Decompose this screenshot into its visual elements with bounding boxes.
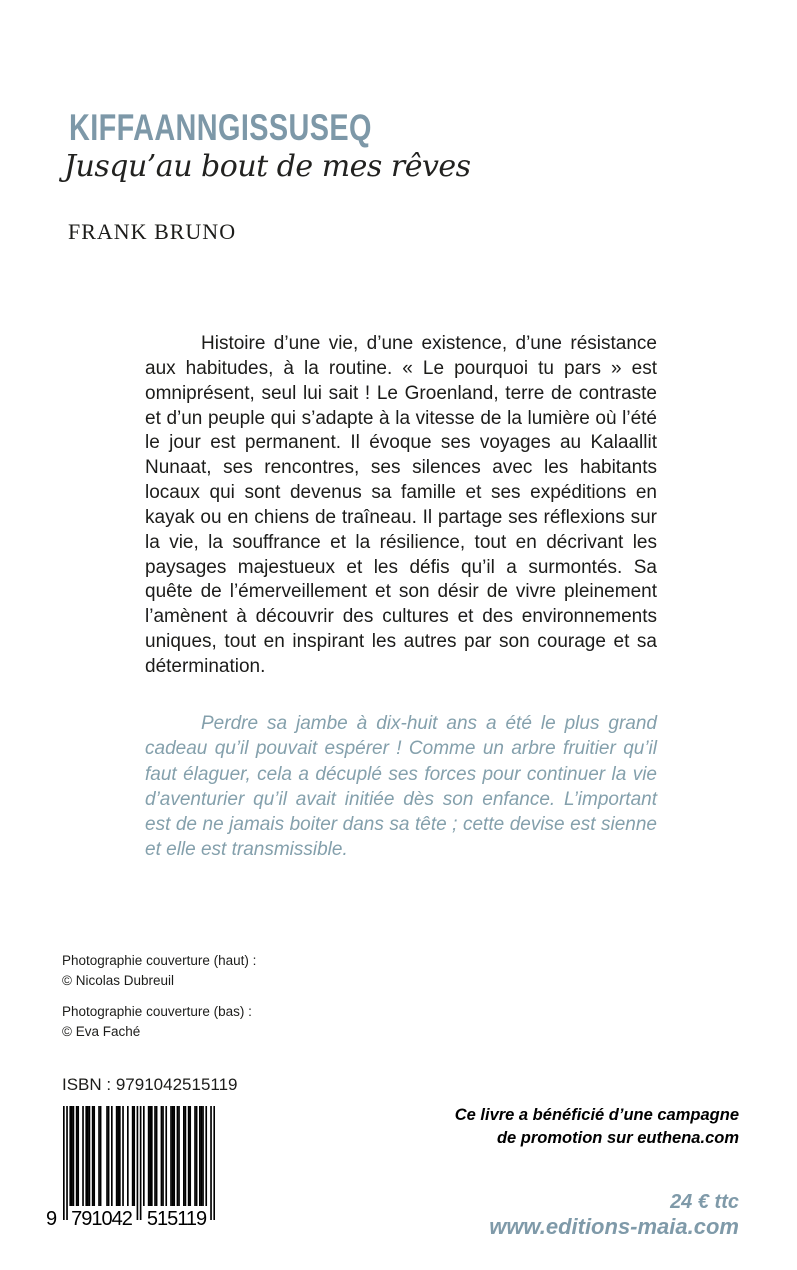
barcode-digits-left: 791042 bbox=[69, 1206, 134, 1232]
publisher-website: www.editions-maia.com bbox=[489, 1214, 739, 1239]
isbn-label: ISBN : 9791042515119 bbox=[62, 1075, 238, 1094]
ean13-barcode bbox=[46, 1106, 215, 1234]
author-name: FRANK BRUNO bbox=[68, 219, 237, 244]
promo-line1: Ce livre a bénéficié d’une campagne bbox=[454, 1106, 739, 1124]
book-subtitle: Jusqu’au bout de mes rêves bbox=[64, 149, 471, 184]
book-title: KIFFAANNGISSUSEQ bbox=[69, 107, 372, 148]
barcode-digits-right: 515119 bbox=[144, 1206, 209, 1232]
promo-note bbox=[455, 1104, 739, 1149]
photo-credit-top bbox=[62, 951, 256, 991]
quote-paragraph: Perdre sa jambe à dix-huit ans a été le plus grand cadeau qu’il pouvait espérer ! Comme un arbre fruitier qu’il faut élaguer, cela a décuplé ses forces pour continuer la vie d’aventurier qu’il avait initiée dès son enfance. L’important est de ne jamais boiter dans sa tête ; cette devise est sienne et elle est transmissible. bbox=[145, 713, 657, 861]
photo-credit-bottom bbox=[62, 1002, 252, 1042]
barcode-digit-lead: 9 bbox=[46, 1208, 57, 1230]
synopsis-paragraph: Histoire d’une vie, d’une existence, d’une résistance aux habitudes, à la routine. « Le pourquoi tu pars » est omniprésent, seul lui sait ! Le Groenland, terre de contraste et d’un peuple qui s’adapte à la vitesse de la lumière où l’été le jour est permanent. Il évoque ses voyages au Kalaallit Nunaat, ses rencontres, ses silences avec les habitants locaux qui sont devenus sa famille et ses expéditions en kayak ou en chiens de traîneau. Il partage ses réflexions sur la vie, la souffrance et la résilience, tout en décrivant les paysages majestueux et les défis qu’il a surmontés. Sa quête de l’émerveillement et son désir de vivre pleinement l’amènent à découvrir des cultures et des environnements uniques, tout en inspirant les autres par son courage et sa détermination. bbox=[145, 333, 657, 677]
barcode-bars-svg bbox=[63, 1106, 215, 1220]
promo-line2: de promotion sur euthena.com bbox=[496, 1128, 739, 1147]
photo-credit-top-value: © Nicolas Dubreuil bbox=[62, 973, 174, 988]
photo-credit-bottom-label: Photographie couverture (bas) : bbox=[62, 1004, 252, 1019]
photo-credit-top-label: Photographie couverture (haut) : bbox=[62, 953, 257, 968]
price: 24 € ttc bbox=[670, 1191, 739, 1213]
photo-credit-bottom-value: © Eva Faché bbox=[62, 1024, 141, 1039]
